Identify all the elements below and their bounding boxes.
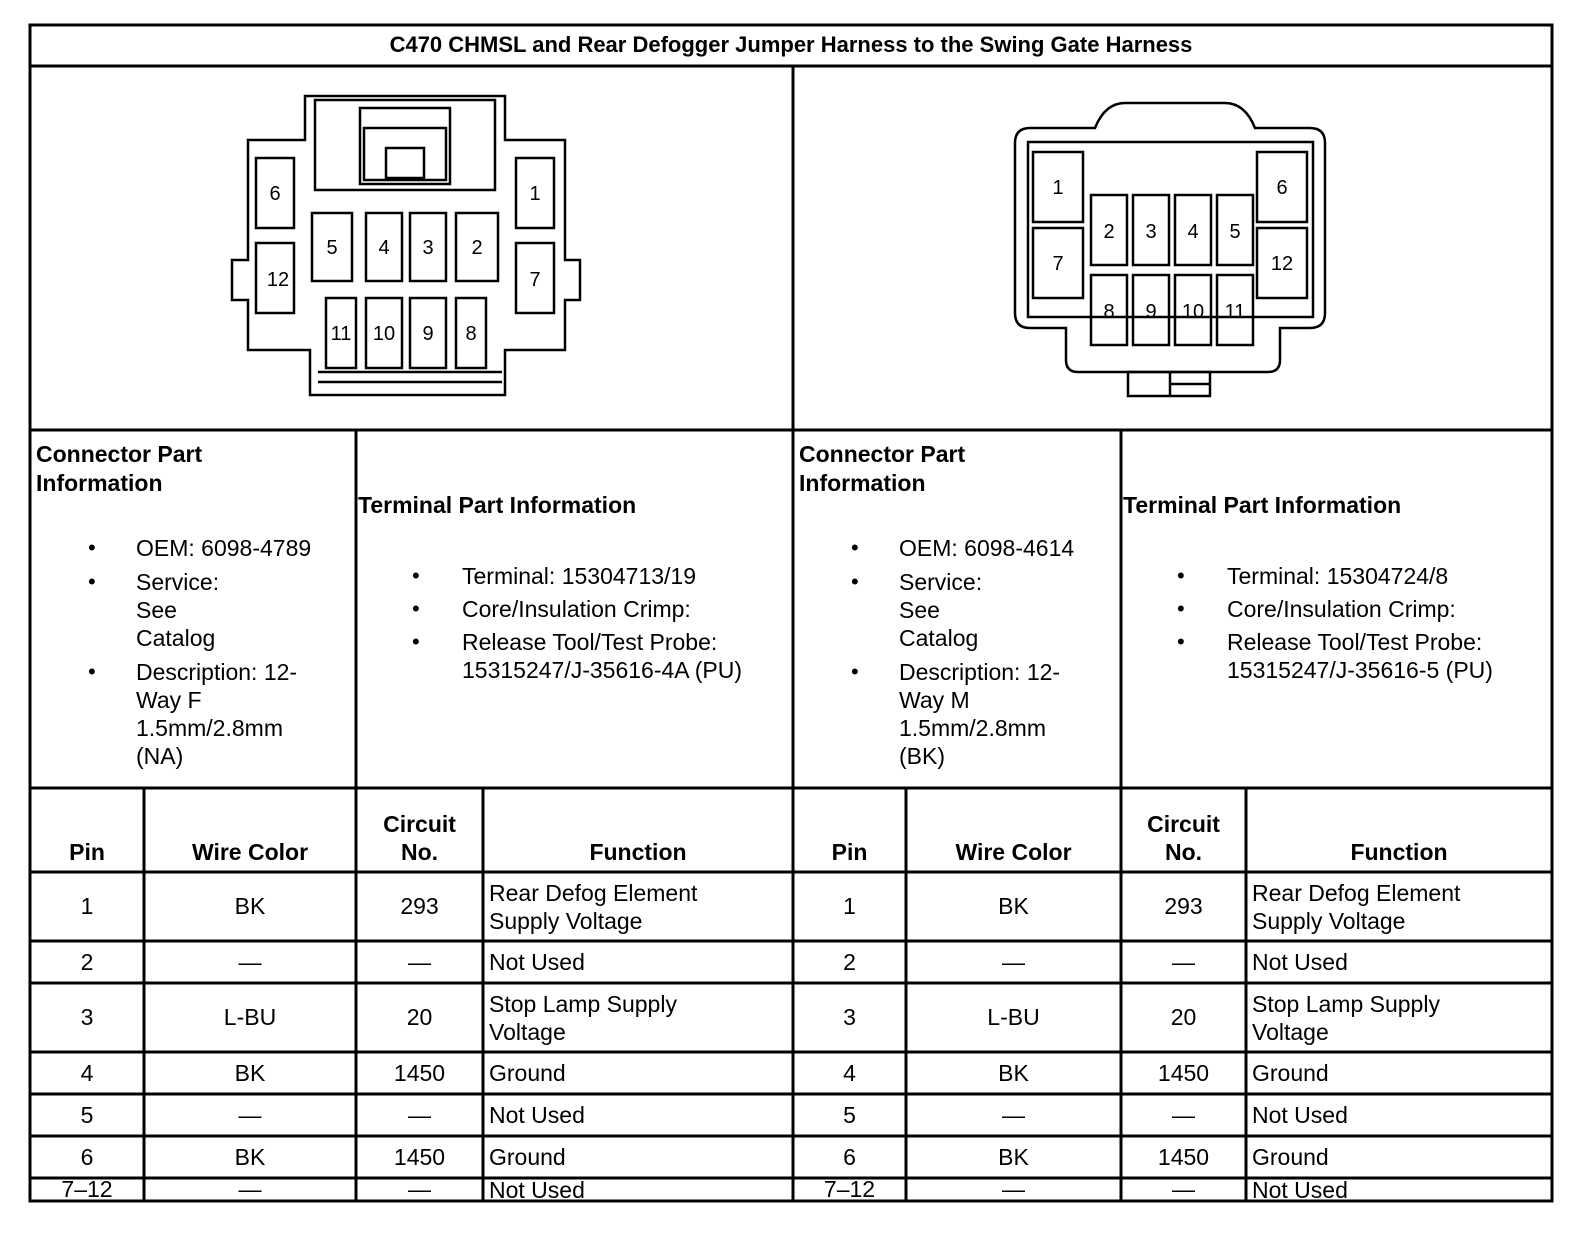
table-cell: —: [238, 1176, 262, 1202]
right-pin-label-3: 3: [1145, 221, 1157, 243]
table-cell: 3: [80, 1004, 94, 1030]
left-pin-label-12: 12: [266, 269, 290, 291]
table-cell: —: [1172, 1176, 1195, 1202]
left-header-function: Function: [589, 839, 687, 865]
left-terminal-info-heading: Terminal Part Information: [358, 492, 637, 518]
left-pin-label-2: 2: [471, 237, 483, 259]
left-connector-diagram: [232, 96, 580, 395]
table-cell: L-BU: [987, 1004, 1040, 1030]
table-cell: —: [1002, 1176, 1025, 1202]
table-cell: —: [238, 1101, 262, 1128]
right-connector-info-heading: Connector Part Information: [799, 441, 966, 496]
table-cell: BK: [998, 893, 1029, 919]
table-cell: Rear Defog Element Supply Voltage: [1252, 879, 1461, 934]
right-terminal-info-item: • Core/Insulation Crimp:: [1123, 595, 1551, 623]
table-cell: 1: [843, 893, 856, 919]
table-cell: BK: [998, 1059, 1029, 1086]
table-cell: 3: [843, 1004, 856, 1030]
table-cell: —: [408, 1101, 431, 1128]
left-pin-label-6: 6: [269, 183, 281, 205]
left-terminal-info-item: • Core/Insulation Crimp:: [358, 595, 790, 623]
table-cell: 6: [843, 1143, 856, 1170]
left-pin-label-1: 1: [529, 183, 541, 205]
right-header-pin: Pin: [831, 839, 868, 865]
table-cell: 6: [80, 1143, 94, 1170]
right-pin-label-12: 12: [1270, 253, 1294, 275]
left-connector-info-item: • Service: See Catalog: [36, 568, 246, 652]
right-pin-label-1: 1: [1052, 177, 1064, 199]
left-terminal-info: [358, 491, 790, 684]
table-cell: 1450: [393, 1059, 446, 1086]
table-cell: 2: [80, 948, 94, 975]
left-pin-label-9: 9: [422, 323, 434, 345]
right-connector-info-item: • OEM: 6098-4614: [799, 534, 1117, 562]
table-cell: 2: [843, 948, 856, 975]
right-pin-label-11: 11: [1224, 301, 1246, 323]
right-pin-label-2: 2: [1103, 221, 1115, 243]
table-cell: Not Used: [1252, 1176, 1348, 1203]
left-pin-label-3: 3: [422, 237, 434, 259]
table-cell: BK: [234, 1059, 266, 1086]
table-cell: Not Used: [1252, 949, 1348, 975]
left-terminal-info-item: • Release Tool/Test Probe: 15315247/J-35616-4A (PU): [358, 628, 772, 684]
left-pin-label-8: 8: [465, 323, 477, 345]
table-cell: Not Used: [489, 949, 585, 975]
left-pin-label-5: 5: [326, 237, 338, 259]
left-header-pin: Pin: [69, 839, 105, 865]
table-cell: —: [1002, 948, 1025, 975]
table-cell: Stop Lamp Supply Voltage: [489, 990, 677, 1045]
right-terminal-info-item: • Terminal: 15304724/8: [1123, 562, 1551, 590]
right-pin-label-5: 5: [1229, 221, 1241, 243]
table-cell: —: [408, 948, 431, 975]
table-cell: Not Used: [1252, 1102, 1348, 1128]
left-connector-info-heading: Connector Part Information: [36, 441, 203, 496]
table-cell: BK: [234, 893, 266, 919]
table-cell: Not Used: [489, 1176, 585, 1203]
table-cell: Ground: [489, 1060, 566, 1086]
table-cell: —: [1002, 1101, 1025, 1128]
table-cell: BK: [998, 1143, 1029, 1170]
table-cell: —: [408, 1176, 431, 1202]
left-pin-label-7: 7: [529, 269, 541, 291]
left-pin-label-10: 10: [372, 323, 396, 345]
left-pin-label-4: 4: [378, 237, 390, 259]
right-pin-label-9: 9: [1145, 301, 1157, 323]
table-cell: BK: [234, 1143, 266, 1170]
table-cell: 1: [80, 893, 94, 919]
table-cell: Not Used: [489, 1102, 585, 1128]
right-header-wire-color: Wire Color: [955, 839, 1072, 865]
table-cell: 1450: [1157, 1059, 1210, 1086]
table-cell: 293: [1164, 893, 1203, 919]
table-cell: L-BU: [223, 1004, 277, 1030]
right-pin-label-8: 8: [1103, 301, 1115, 323]
table-cell: 5: [843, 1101, 856, 1128]
table-cell: Ground: [1252, 1144, 1329, 1170]
table-cell: 5: [80, 1101, 94, 1128]
left-header-circuit: Circuit No.: [383, 811, 456, 865]
table-cell: 1450: [1157, 1143, 1210, 1170]
left-header-wire-color: Wire Color: [191, 839, 309, 865]
left-connector-info-item: • OEM: 6098-4789: [36, 534, 352, 562]
right-pin-label-7: 7: [1052, 253, 1064, 275]
table-cell: 20: [406, 1004, 433, 1030]
right-connector-info-item: • Description: 12-Way M 1.5mm/2.8mm (BK): [799, 658, 1084, 770]
right-terminal-info-item: • Release Tool/Test Probe: 15315247/J-35616-5 (PU): [1123, 628, 1537, 684]
right-header-function: Function: [1350, 839, 1448, 865]
table-cell: 20: [1170, 1004, 1197, 1030]
table-cell: 1450: [393, 1143, 446, 1170]
table-cell: 4: [843, 1059, 856, 1086]
left-terminal-info-item: • Terminal: 15304713/19: [358, 562, 790, 590]
right-connector-diagram: [1015, 103, 1325, 396]
table-cell: —: [1172, 948, 1195, 975]
table-cell: Ground: [1252, 1060, 1329, 1086]
right-connector-info-item: • Service: See Catalog: [799, 568, 1009, 652]
right-header-circuit: Circuit No.: [1147, 811, 1220, 865]
table-cell: 7–12: [823, 1176, 876, 1202]
right-terminal-info-heading: Terminal Part Information: [1123, 492, 1402, 518]
left-connector-info-item: • Description: 12-Way F 1.5mm/2.8mm (NA): [36, 658, 321, 770]
table-cell: 4: [80, 1059, 94, 1086]
table-cell: —: [238, 948, 262, 975]
left-connector-info: [36, 440, 352, 770]
left-pin-label-11: 11: [330, 323, 352, 345]
right-connector-info: [799, 440, 1117, 770]
page-title: C470 CHMSL and Rear Defogger Jumper Harness to the Swing Gate Harness: [389, 32, 1193, 57]
table-cell: 7–12: [61, 1176, 113, 1202]
table-cell: —: [1172, 1101, 1195, 1128]
right-terminal-info: [1123, 491, 1551, 684]
table-cell: Rear Defog Element Supply Voltage: [489, 879, 698, 934]
table-cell: 293: [400, 893, 439, 919]
table-cell: Ground: [489, 1144, 566, 1170]
right-pin-label-4: 4: [1187, 221, 1199, 243]
right-pin-label-10: 10: [1181, 301, 1205, 323]
table-cell: Stop Lamp Supply Voltage: [1252, 990, 1440, 1045]
right-pin-label-6: 6: [1276, 177, 1288, 199]
